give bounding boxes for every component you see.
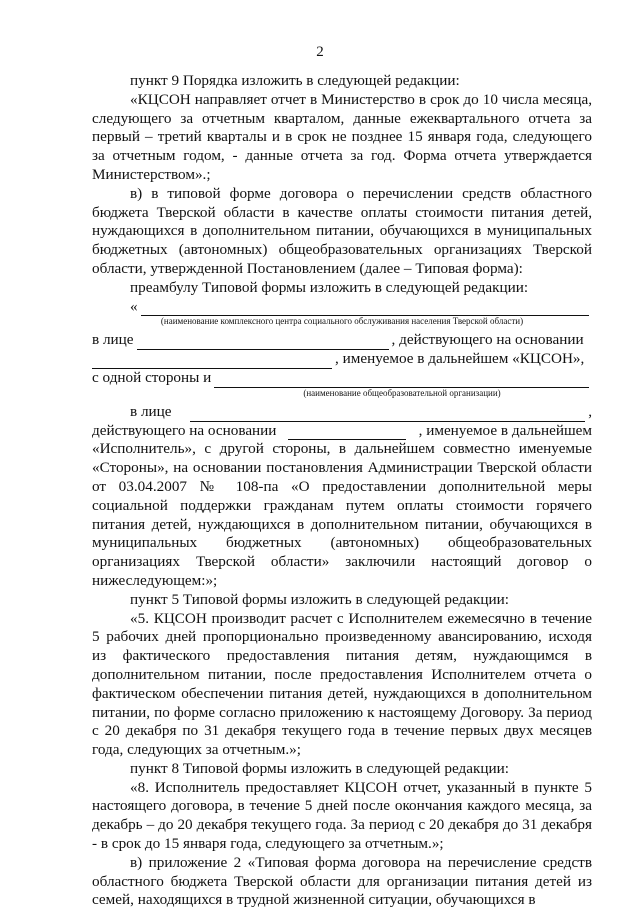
representative-blank[interactable] xyxy=(137,336,389,350)
form-preamble xyxy=(92,298,592,441)
label-acting-basis: , действующего на основании xyxy=(391,331,584,349)
form-row-one-side xyxy=(92,369,592,388)
form-row-in-person2 xyxy=(92,403,592,422)
paragraph-kcson-report: «КЦСОН направляет отчет в Министерство в срок до 10 числа месяца, следующего за отчетным кварталом, данные ежеквартального отчета за первый – третий кварталы и в срок не позднее 15 января года, следующего за отчетным годом, - данные отчета за год. Форма отчета утверждается Министерством».; xyxy=(92,90,592,183)
comma: , xyxy=(588,402,592,420)
open-quote: « xyxy=(130,297,138,315)
representative2-blank[interactable] xyxy=(190,408,586,422)
document-body xyxy=(92,72,592,910)
label-in-person2: в лице xyxy=(130,402,172,420)
paragraph-preamble-rest: «Исполнитель», с другой стороны, в дальнейшем совместно именуемые «Стороны», на основании постановления Администрации Тверской области от 03.04.2007 № 108-па «О предоставлении дополнительной меры социальной поддержки гражданам путем оплаты стоимости горячего питания детей, нуждающихся в дополнительном питании, обучающихся в муниципальных бюджетных (автономных) общеобразовательных организациях Тверской области» заключили настоящий договор о нижеследующем:»; xyxy=(92,440,592,589)
page-number: 2 xyxy=(316,44,324,60)
label-one-side: с одной стороны и xyxy=(92,368,212,386)
organization-blank[interactable] xyxy=(214,374,589,388)
caption-organization: (наименование общеобразовательной организации) xyxy=(303,387,501,398)
paragraph-item8-intro: пункт 8 Типовой формы изложить в следующей редакции: xyxy=(130,759,509,777)
kcson-name-blank[interactable] xyxy=(141,302,589,316)
paragraph-appendix2: в) приложение 2 «Типовая форма договора на перечисление средств областного бюджета Тверской области для организации питания детей из семей, находящихся в трудной жизненной ситуации, обучающихся в xyxy=(92,853,592,909)
label-named-kcson: , именуемое в дальнейшем «КЦСОН», xyxy=(335,350,585,368)
label-in-person: в лице xyxy=(92,331,134,349)
paragraph-item5-intro: пункт 5 Типовой формы изложить в следующей редакции: xyxy=(130,590,509,608)
label-named-further: , именуемое в дальнейшем xyxy=(418,421,592,439)
paragraph-item5: «5. КЦСОН производит расчет с Исполнителем ежемесячно в течение 5 рабочих дней пропорционально произведенному авансированию, исходя из фактического предоставления питания детям, нуждающимся в дополнительном питании, после предоставления Исполнителем отчета о фактическом обеспечении питания детей, нуждающихся в дополнительном питании, по форме согласно приложению к настоящему Договору. За период с 20 декабря по 31 декабря текущего года в течение первых двух месяцев года, следующих за отчетным.»; xyxy=(92,609,592,759)
paragraph-typical-form: в) в типовой форме договора о перечислении средств областного бюджета Тверской области в качестве оплаты стоимости питания детей, нуждающихся в дополнительном питании, обучающихся в муниципальных бюджетных (автономных) общеобразовательных организациях Тверской области, утвержденной Постановлением (далее – Типовая форма): xyxy=(92,184,592,277)
form-row-named-kcson xyxy=(92,350,592,369)
caption-kcson: (наименование комплексного центра социального обслуживания населения Тверской области) xyxy=(160,316,524,327)
paragraph-item8: «8. Исполнитель предоставляет КЦСОН отчет, указанный в пункте 5 настоящего договора, в течение 5 дней после окончания каждого месяца, за декабрь – до 20 декабря текущего года. За период с 20 декабря до 31 декабря - в срок до 15 января года, следующего за отчетным.»; xyxy=(92,778,592,853)
paragraph-preamble-intro: преамбулу Типовой формы изложить в следующей редакции: xyxy=(130,278,529,296)
form-row-kcson-name xyxy=(92,298,592,317)
form-row-in-person xyxy=(92,331,592,350)
basis2-blank[interactable] xyxy=(288,426,406,440)
label-acting-basis2: действующего на основании xyxy=(92,421,277,439)
paragraph-item9-intro: пункт 9 Порядка изложить в следующей редакции: xyxy=(130,72,460,89)
basis-blank[interactable] xyxy=(92,355,332,369)
form-row-acting-basis2 xyxy=(92,422,592,441)
